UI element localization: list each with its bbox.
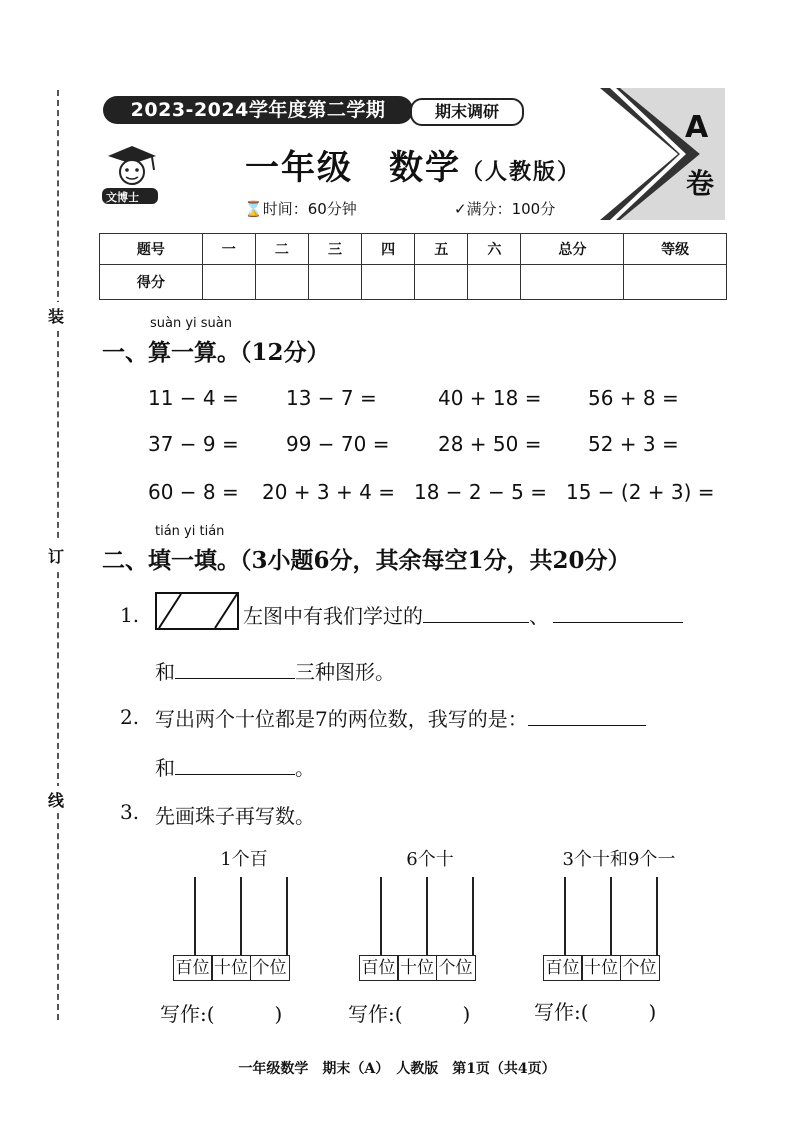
abacus-rod[interactable] [564, 877, 566, 955]
page-title [245, 140, 581, 189]
score-input-cell[interactable] [255, 265, 308, 300]
equation: 60 − 8 = [148, 480, 239, 504]
page-footer: 一年级数学 期末（A） 人教版 第1页（共4页） [238, 1061, 556, 1077]
equation: 37 − 9 = [148, 432, 239, 456]
place-value-row [174, 955, 290, 981]
score-cell: 一 [202, 234, 255, 265]
place-value-row [544, 955, 660, 981]
place-hundreds: 百位 [543, 955, 583, 981]
score-input-cell[interactable] [468, 265, 521, 300]
score-input-cell[interactable] [624, 265, 727, 300]
abacus[interactable] [360, 845, 500, 1005]
score-table-header-row [100, 234, 727, 265]
paper-version-ribbon [600, 88, 725, 220]
q1-line2: 和 三种图形。 [155, 660, 395, 684]
score-input-cell[interactable] [362, 265, 415, 300]
title-text: 一年级 数学 [245, 148, 461, 188]
place-value-row [360, 955, 476, 981]
edition-text: （人教版） [461, 159, 582, 185]
abacus-label: 6个十 [406, 849, 454, 870]
score-label-cell: 得分 [100, 265, 203, 300]
abacus-rod[interactable] [426, 877, 428, 955]
year-banner: 2023-2024学年度第二学期 [103, 96, 413, 124]
score-cell: 三 [308, 234, 361, 265]
answer-blank[interactable] [423, 602, 529, 623]
write-number-field[interactable]: 写作:( ) [160, 1002, 283, 1026]
place-ones: 个位 [250, 955, 290, 981]
answer-blank[interactable] [175, 658, 295, 679]
equation: 28 + 50 = [438, 432, 542, 456]
score-input-cell[interactable] [308, 265, 361, 300]
q1-number: 1. [120, 603, 140, 627]
equation: 15 − (2 + 3) = [566, 480, 715, 504]
place-tens: 十位 [397, 955, 437, 981]
q1-line1: 左图中有我们学过的 、 [243, 600, 683, 629]
section2-pinyin: tián yi tián [155, 524, 225, 539]
score-cell: 总分 [521, 234, 624, 265]
abacus-label: 1个百 [220, 849, 268, 870]
equation: 40 + 18 = [438, 386, 542, 410]
score-cell: 题号 [100, 234, 203, 265]
score-table [99, 233, 727, 300]
abacus-label: 3个十和9个一 [562, 849, 676, 870]
exam-time: ⌛时间：60分钟 [244, 200, 357, 218]
paper-suffix: 卷 [686, 167, 715, 200]
q2-line2: 和 。 [155, 756, 315, 780]
abacus-rod[interactable] [610, 877, 612, 955]
exam-type-badge: 期末调研 [410, 98, 524, 126]
binding-char-zhuang: 装 [48, 302, 64, 329]
abacus-rod[interactable] [656, 877, 658, 955]
score-cell: 等级 [624, 234, 727, 265]
answer-blank[interactable] [528, 705, 646, 726]
answer-blank[interactable] [175, 754, 295, 775]
place-hundreds: 百位 [173, 955, 213, 981]
abacus-rod[interactable] [240, 877, 242, 955]
check-circle-icon: ✓ [454, 200, 467, 218]
score-input-cell[interactable] [415, 265, 468, 300]
q3-number: 3. [120, 800, 140, 824]
place-ones: 个位 [620, 955, 660, 981]
write-number-field[interactable]: 写作:( ) [534, 1000, 657, 1024]
parallelogram-figure [155, 592, 239, 630]
place-tens: 十位 [581, 955, 621, 981]
answer-blank[interactable] [553, 602, 683, 623]
score-input-cell[interactable] [202, 265, 255, 300]
equation: 20 + 3 + 4 = [262, 480, 395, 504]
abacus-rod[interactable] [286, 877, 288, 955]
score-cell: 二 [255, 234, 308, 265]
score-cell: 四 [362, 234, 415, 265]
q3-text: 先画珠子再写数。 [155, 804, 315, 828]
equation: 18 − 2 − 5 = [414, 480, 547, 504]
binding-char-xian: 线 [48, 786, 64, 813]
q2-line1: 写出两个十位都是7的两位数，我写的是： [155, 703, 646, 732]
section2-title: 二、填一填。（3小题6分，其余每空1分，共20分） [102, 547, 631, 574]
abacus[interactable] [544, 845, 694, 1005]
abacus-rod[interactable] [380, 877, 382, 955]
paper-mark: A [685, 110, 709, 145]
place-ones: 个位 [436, 955, 476, 981]
hourglass-icon: ⌛ [244, 200, 263, 218]
abacus-rod[interactable] [194, 877, 196, 955]
equation: 13 − 7 = [286, 386, 377, 410]
abacus[interactable] [174, 845, 314, 1005]
equation: 56 + 8 = [588, 386, 679, 410]
place-hundreds: 百位 [359, 955, 399, 981]
equation: 99 − 70 = [286, 432, 390, 456]
full-score: ✓满分：100分 [454, 200, 556, 218]
binding-char-ding: 订 [48, 542, 64, 569]
score-table-score-row [100, 265, 727, 300]
score-cell: 六 [468, 234, 521, 265]
score-input-cell[interactable] [521, 265, 624, 300]
section1-pinyin: suàn yi suàn [150, 316, 233, 331]
section1-title: 一、算一算。（12分） [102, 339, 330, 366]
mascot-text: 文博士 [106, 191, 139, 204]
equation: 52 + 3 = [588, 432, 679, 456]
abacus-rod[interactable] [472, 877, 474, 955]
equation: 11 − 4 = [148, 386, 239, 410]
place-tens: 十位 [211, 955, 251, 981]
score-cell: 五 [415, 234, 468, 265]
q2-number: 2. [120, 705, 140, 729]
write-number-field[interactable]: 写作:( ) [348, 1002, 471, 1026]
mascot-logo [98, 142, 162, 210]
